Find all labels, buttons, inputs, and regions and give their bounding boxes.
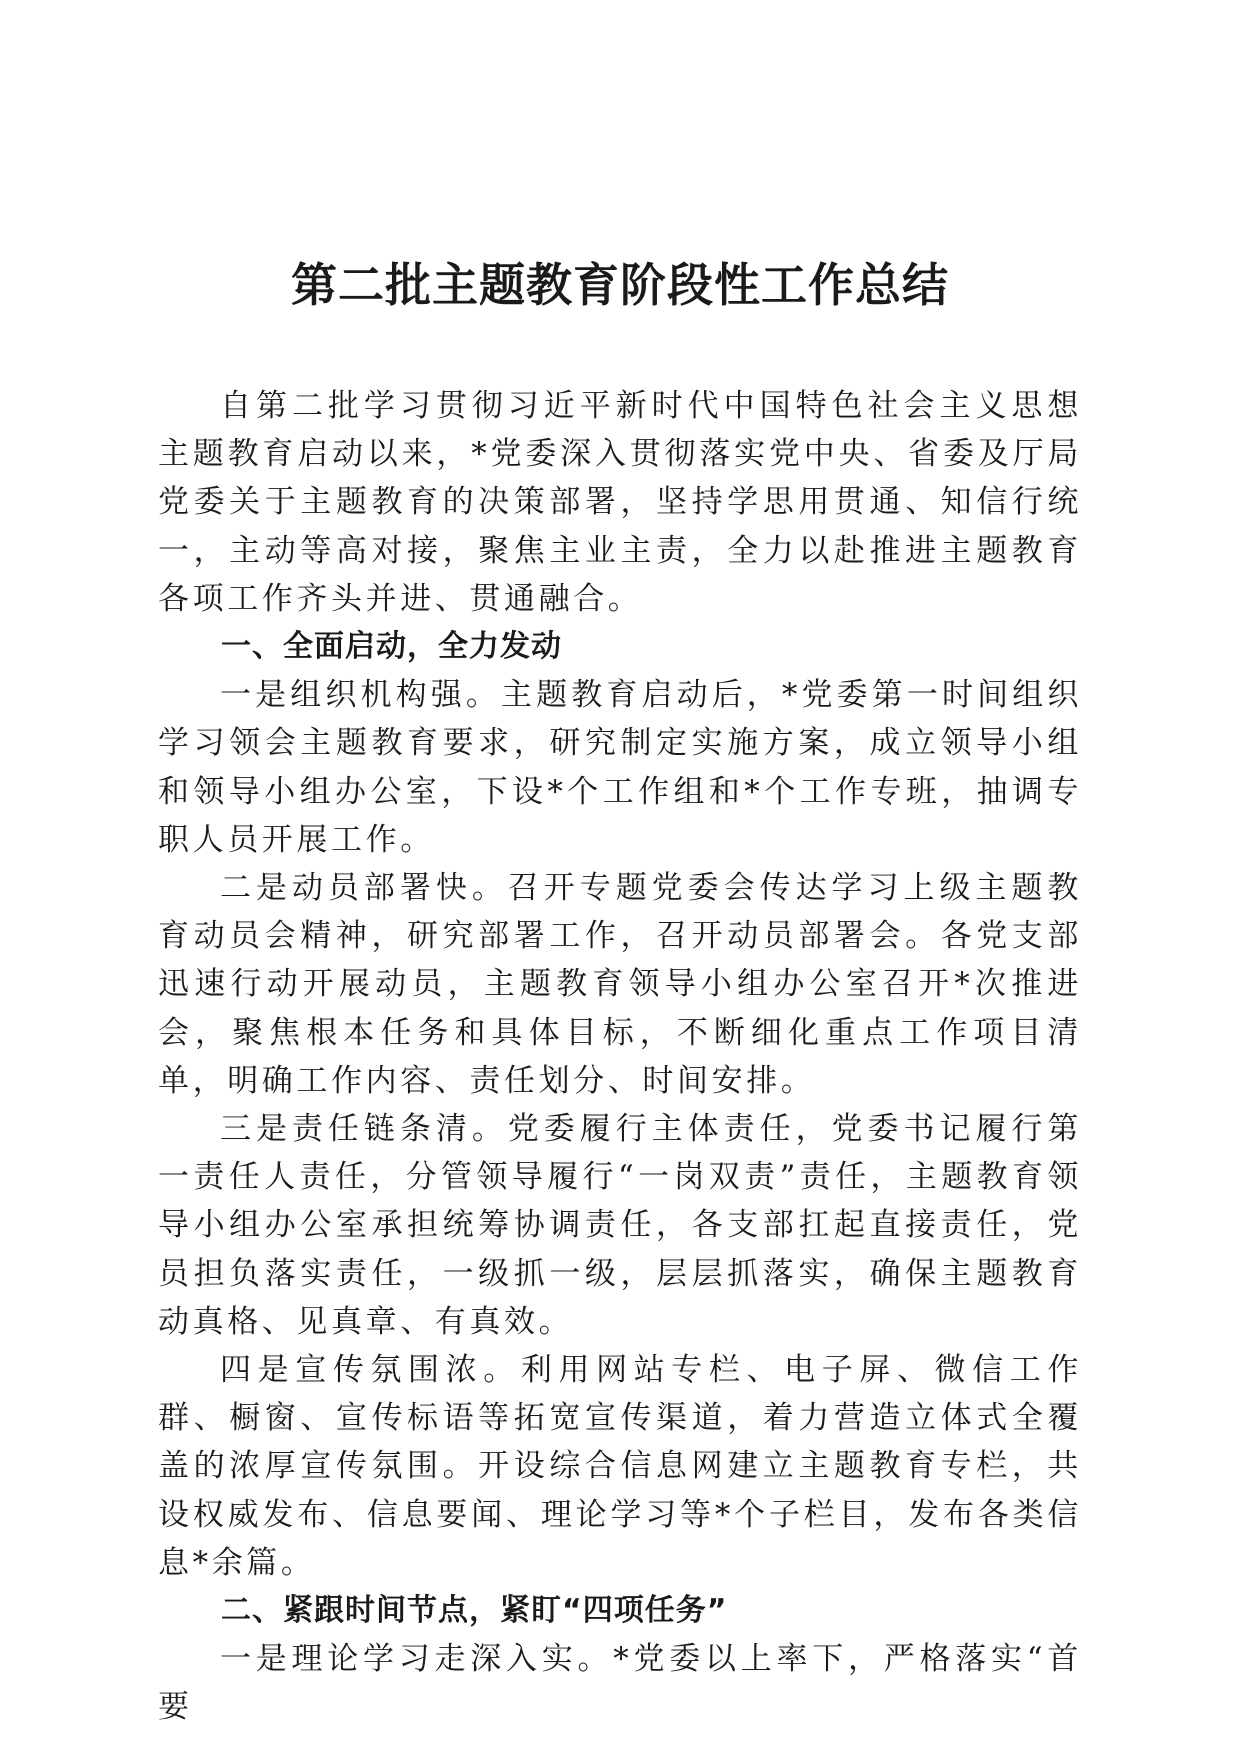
- document-body: [158, 382, 1082, 1732]
- paragraph: 三是责任链条清。党委履行主体责任，党委书记履行第一责任人责任，分管领导履行“一岗双责”责任，主题教育领导小组办公室承担统筹协调责任，各支部扛起直接责任，党员担负落实责任，一级抓一级，层层抓落实，确保主题教育动真格、见真章、有真效。: [158, 1111, 1082, 1340]
- paragraph: 一是组织机构强。主题教育启动后，*党委第一时间组织学习领会主题教育要求，研究制定实施方案，成立领导小组和领导小组办公室，下设*个工作组和*个工作专班，抽调专职人员开展工作。: [158, 677, 1082, 858]
- section-heading: 二、紧跟时间节点，紧盯“四项任务”: [221, 1593, 728, 1629]
- paragraph: 二是动员部署快。召开专题党委会传达学习上级主题教育动员会精神，研究部署工作，召开动员部署会。各党支部迅速行动开展动员，主题教育领导小组办公室召开*次推进会，聚焦根本任务和具体目标，不断细化重点工作项目清单，明确工作内容、责任划分、时间安排。: [158, 870, 1082, 1099]
- paragraph: 四是宣传氛围浓。利用网站专栏、电子屏、微信工作群、橱窗、宣传标语等拓宽宣传渠道，着力营造立体式全覆盖的浓厚宣传氛围。开设综合信息网建立主题教育专栏，共设权威发布、信息要闻、理论学习等*个子栏目，发布各类信息*余篇。: [158, 1352, 1082, 1581]
- section-heading: 一、全面启动，全力发动: [221, 629, 562, 665]
- paragraph: 一是理论学习走深入实。*党委以上率下，严格落实“首要: [158, 1641, 1082, 1726]
- document-title: 第二批主题教育阶段性工作总结: [291, 258, 949, 312]
- intro-paragraph: 自第二批学习贯彻习近平新时代中国特色社会主义思想主题教育启动以来，*党委深入贯彻落实党中央、省委及厅局党委关于主题教育的决策部署，坚持学思用贯通、知信行统一，主动等高对接，聚焦主业主责，全力以赴推进主题教育各项工作齐头并进、贯通融合。: [158, 388, 1082, 617]
